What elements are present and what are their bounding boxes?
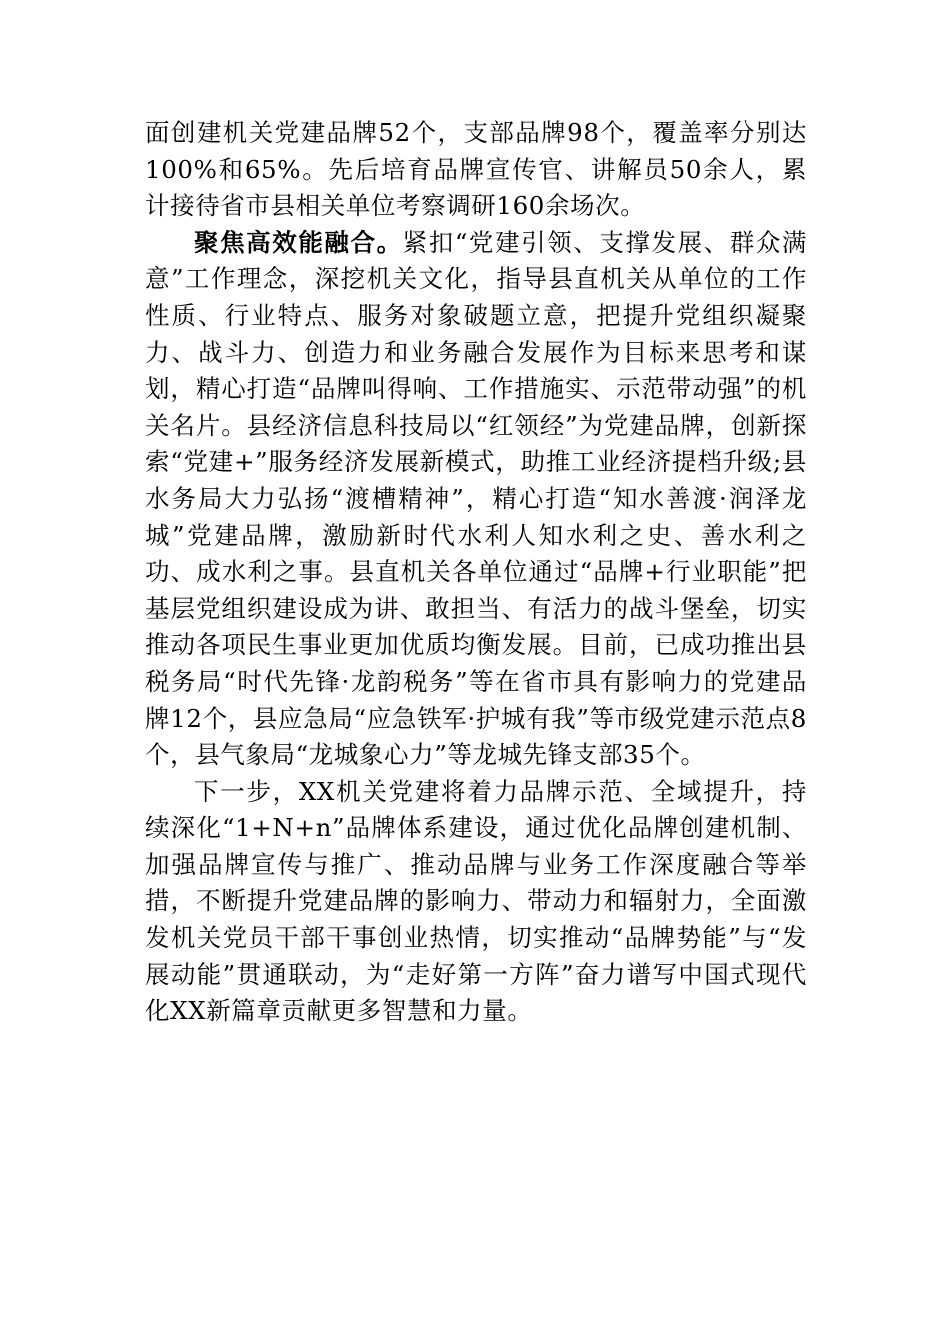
paragraph-lead-heading: 聚焦高效能融合。 <box>194 227 403 257</box>
document-body <box>145 115 807 1030</box>
paragraph-text: 下一步，XX机关党建将着力品牌示范、全域提升，持续深化“1+N+n”品牌体系建设，通过优化品牌创建机制、加强品牌宣传与推广、推动品牌与业务工作深度融合等举措，不断提升党建品牌的影响力、带动力和辐射力，全面激发机关党员干部干事创业热情，切实推动“品牌势能”与“发展动能”贯通联动，为“走好第一方阵”奋力谱写中国式现代化XX新篇章贡献更多智慧和力量。 <box>145 776 807 1026</box>
paragraph-text: 紧扣“党建引领、支撑发展、群众满意”工作理念，深挖机关文化，指导县直机关从单位的工作性质、行业特点、服务对象破题立意，把提升党组织凝聚力、战斗力、创造力和业务融合发展作为目标来思考和谋划，精心打造“品牌叫得响、工作措施实、示范带动强”的机关名片。县经济信息科技局以“红领经”为党建品牌，创新探索“党建+”服务经济发展新模式，助推工业经济提档升级;县水务局大力弘扬“渡槽精神”，精心打造“知水善渡·润泽龙城”党建品牌，激励新时代水利人知水利之史、善水利之功、成水利之事。县直机关各单位通过“品牌+行业职能”把基层党组织建设成为讲、敢担当、有活力的战斗堡垒，切实推动各项民生事业更加优质均衡发展。目前，已成功推出县税务局“时代先锋·龙韵税务”等在省市具有影响力的党建品牌12个，县应急局“应急铁军·护城有我”等市级党建示范点8个，县气象局“龙城象心力”等龙城先锋支部35个。 <box>145 227 807 770</box>
paragraph-integration <box>145 225 807 774</box>
paragraph-next-step <box>145 774 807 1030</box>
paragraph-text: 面创建机关党建品牌52个，支部品牌98个，覆盖率分别达100%和65%。先后培育品牌宣传官、讲解员50余人，累计接待省市县相关单位考察调研160余场次。 <box>145 118 807 221</box>
paragraph-continued <box>145 115 807 225</box>
